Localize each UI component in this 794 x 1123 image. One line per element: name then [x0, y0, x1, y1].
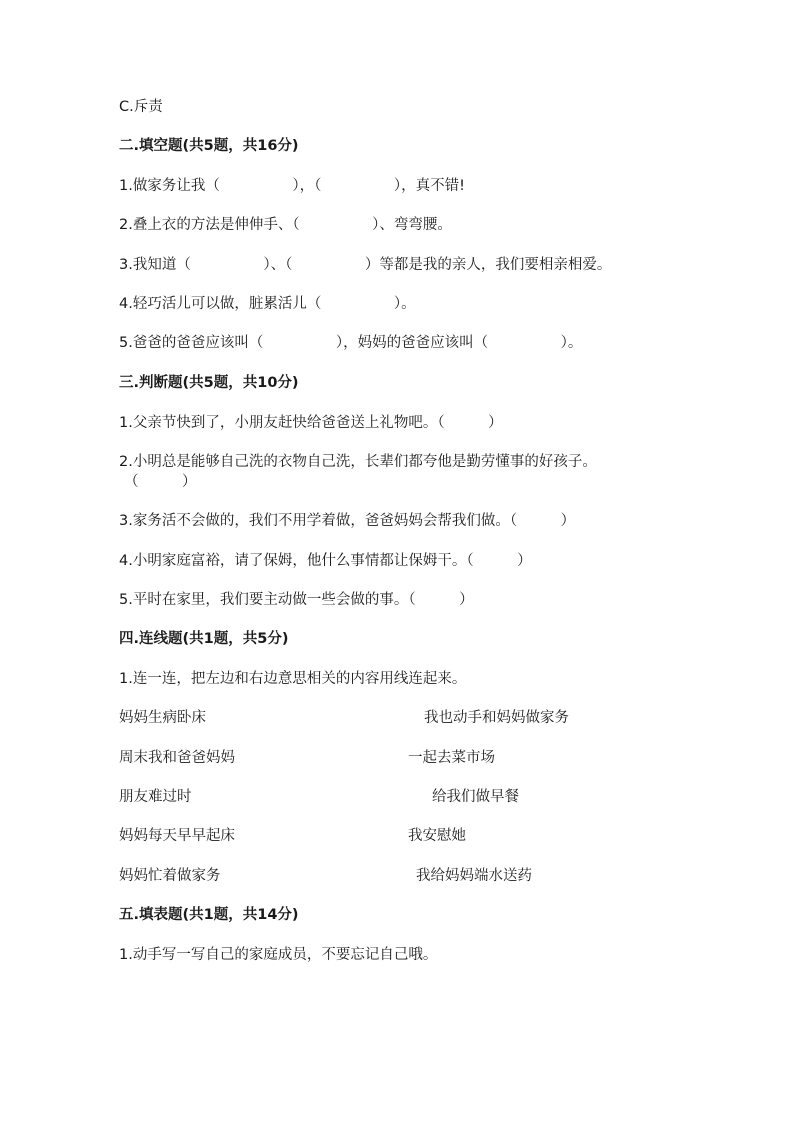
- judge-question-5: 5.平时在家里，我们要主动做一些会做的事。（ ）: [119, 592, 474, 608]
- table-section-heading: 五.填表题(共1题，共14分): [119, 907, 299, 923]
- judge-question-4: 4.小明家庭富裕，请了保姆，他什么事情都让保姆干。（ ）: [119, 553, 532, 569]
- judge-section-heading: 三.判断题(共5题，共10分): [119, 375, 299, 391]
- judge-question-2: 2.小明总是能够自己洗的衣物自己洗，长辈们都夸他是勤劳懂事的好孩子。: [119, 454, 597, 470]
- match-left-item-3: 朋友难过时: [119, 789, 192, 805]
- match-right-item-3: 给我们做早餐: [432, 789, 519, 805]
- judge-question-1: 1.父亲节快到了，小朋友赶快给爸爸送上礼物吧。（ ）: [119, 415, 503, 431]
- option-c: C.斥责: [119, 99, 163, 115]
- judge-question-3: 3.家务活不会做的，我们不用学着做，爸爸妈妈会帮我们做。（ ）: [119, 513, 576, 529]
- fill-section-heading: 二.填空题(共5题，共16分): [119, 138, 299, 154]
- fill-question-3: 3.我知道（ ）、（ ）等都是我的亲人，我们要相亲相爱。: [119, 257, 612, 273]
- match-left-item-5: 妈妈忙着做家务: [119, 868, 221, 884]
- match-right-item-5: 我给妈妈端水送药: [416, 868, 532, 884]
- match-right-item-1: 我也动手和妈妈做家务: [424, 710, 569, 726]
- fill-question-4: 4.轻巧活儿可以做，脏累活儿（ ）。: [119, 296, 416, 312]
- match-right-item-4: 我安慰她: [408, 828, 466, 844]
- fill-question-1: 1.做家务让我（ ），（ ），真不错!: [119, 178, 465, 194]
- match-left-item-1: 妈妈生病卧床: [119, 710, 206, 726]
- judge-question-2-blank: （ ）: [124, 474, 197, 490]
- match-section-heading: 四.连线题(共1题，共5分): [119, 631, 289, 647]
- match-instruction: 1.连一连，把左边和右边意思相关的内容用线连起来。: [119, 671, 467, 687]
- fill-question-2: 2.叠上衣的方法是伸伸手、（ ）、弯弯腰。: [119, 217, 452, 233]
- match-right-item-2: 一起去菜市场: [408, 750, 495, 766]
- match-left-item-2: 周末我和爸爸妈妈: [119, 750, 235, 766]
- table-instruction: 1.动手写一写自己的家庭成员，不要忘记自己哦。: [119, 947, 438, 963]
- match-left-item-4: 妈妈每天早早起床: [119, 828, 235, 844]
- fill-question-5: 5.爸爸的爸爸应该叫（ ），妈妈的爸爸应该叫（ ）。: [119, 335, 583, 351]
